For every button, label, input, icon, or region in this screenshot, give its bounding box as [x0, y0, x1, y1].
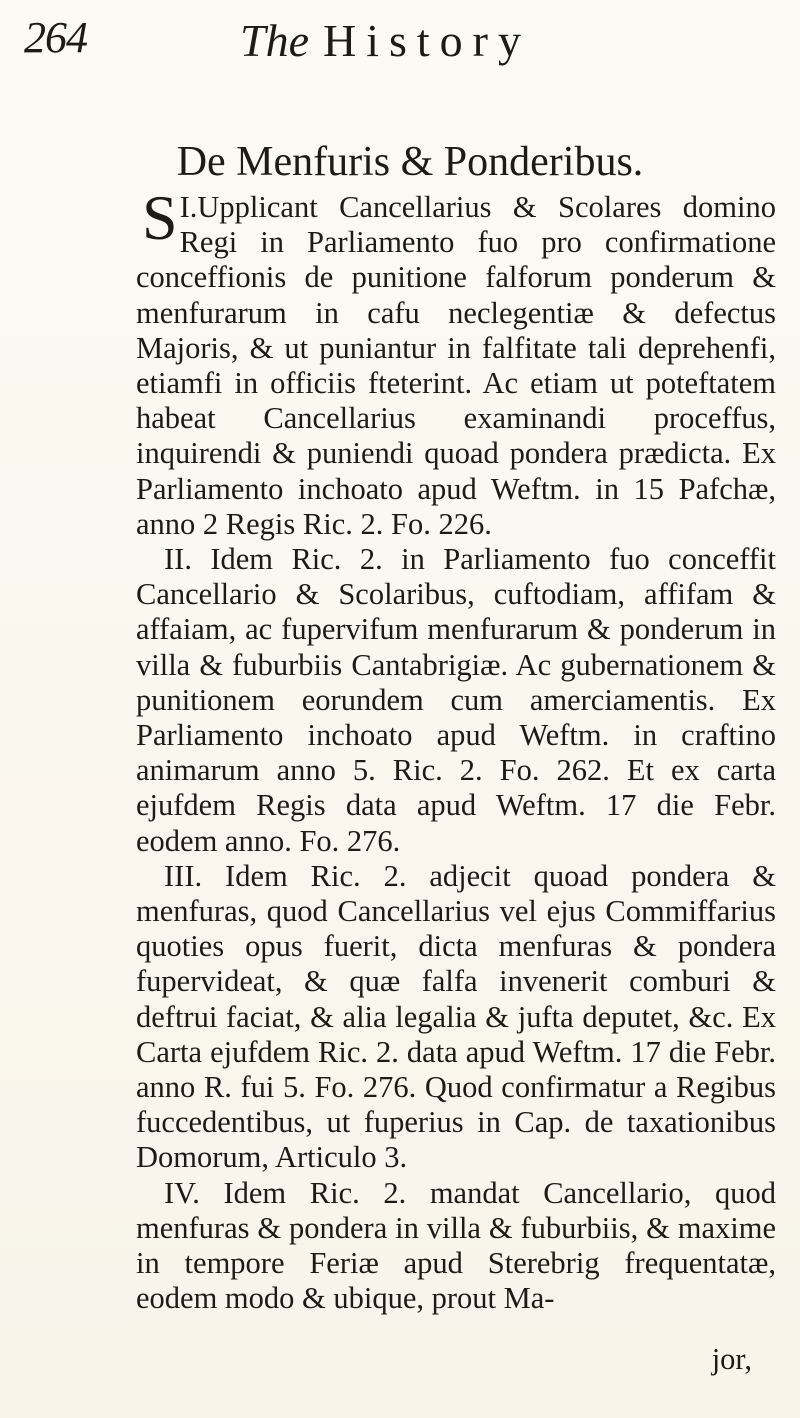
paragraph-4: IV. Idem Ric. 2. mandat Cancellario, quod menfuras & pondera in villa & fuburbiis, & maxime in tempore Feriæ apud Sterebrig frequentatæ, eodem modo & ubique, prout Ma-: [136, 1175, 776, 1316]
paragraph-2: II. Idem Ric. 2. in Parliamento fuo conceffit Cancellario & Scolaribus, cuftodiam, affifam & affaiam, ac fupervifum menfurarum & ponderum in villa & fuburbiis Cantabrigiæ. Ac gubernationem & punitionem eorundem cum amerciamentis. Ex Parliamento inchoato apud Weftm. in craftino animarum anno 5. Ric. 2. Fo. 262. Et ex carta ejufdem Regis data apud Weftm. 17 die Febr. eodem anno. Fo. 276.: [136, 542, 776, 858]
running-head-article: The: [240, 15, 309, 66]
catchword: jor,: [711, 1342, 752, 1376]
paragraph-1-numeral: I.: [179, 190, 198, 224]
paragraph-1-text: Upplicant Cancellarius & Scolares domino Regi in Parliamento fuo pro confirmatione conceffionis de punitione falforum ponderum & menfurarum in cafu neclegentiæ & defectus Majoris, & ut puniantur in falfitate tali deprehenfi, etiamfi in officiis fteterint. Ac etiam ut poteftatem habeat Cancellarius examinandi proceffus, inquirendi & puniendi quoad pondera prædicta. Ex Parliamento inchoato apud Weftm. in 15 Pafchæ, anno 2 Regis Ric. 2. Fo. 226.: [136, 190, 776, 541]
drop-cap-initial: S: [142, 182, 178, 253]
body-text: [136, 182, 776, 1317]
page-number: 264: [24, 13, 87, 62]
section-title: De Menfuris & Ponderibus.: [176, 139, 644, 185]
running-head: [240, 14, 531, 67]
running-head-title: History: [323, 15, 531, 66]
paragraph-3: III. Idem Ric. 2. adjecit quoad pondera & menfuras, quod Cancellarius vel ejus Commiffarius quoties opus fuerit, dicta menfuras & pondera fupervideat, & quæ falfa invenerit comburi & deftrui faciat, & alia legalia & jufta deputet, &c. Ex Carta ejufdem Ric. 2. data apud Weftm. 17 die Febr. anno R. fui 5. Fo. 276. Quod confirmatur a Regibus fuccedentibus, ut fuperius in Cap. de taxationibus Domorum, Articulo 3.: [136, 858, 776, 1175]
paragraph-1: [136, 182, 776, 542]
